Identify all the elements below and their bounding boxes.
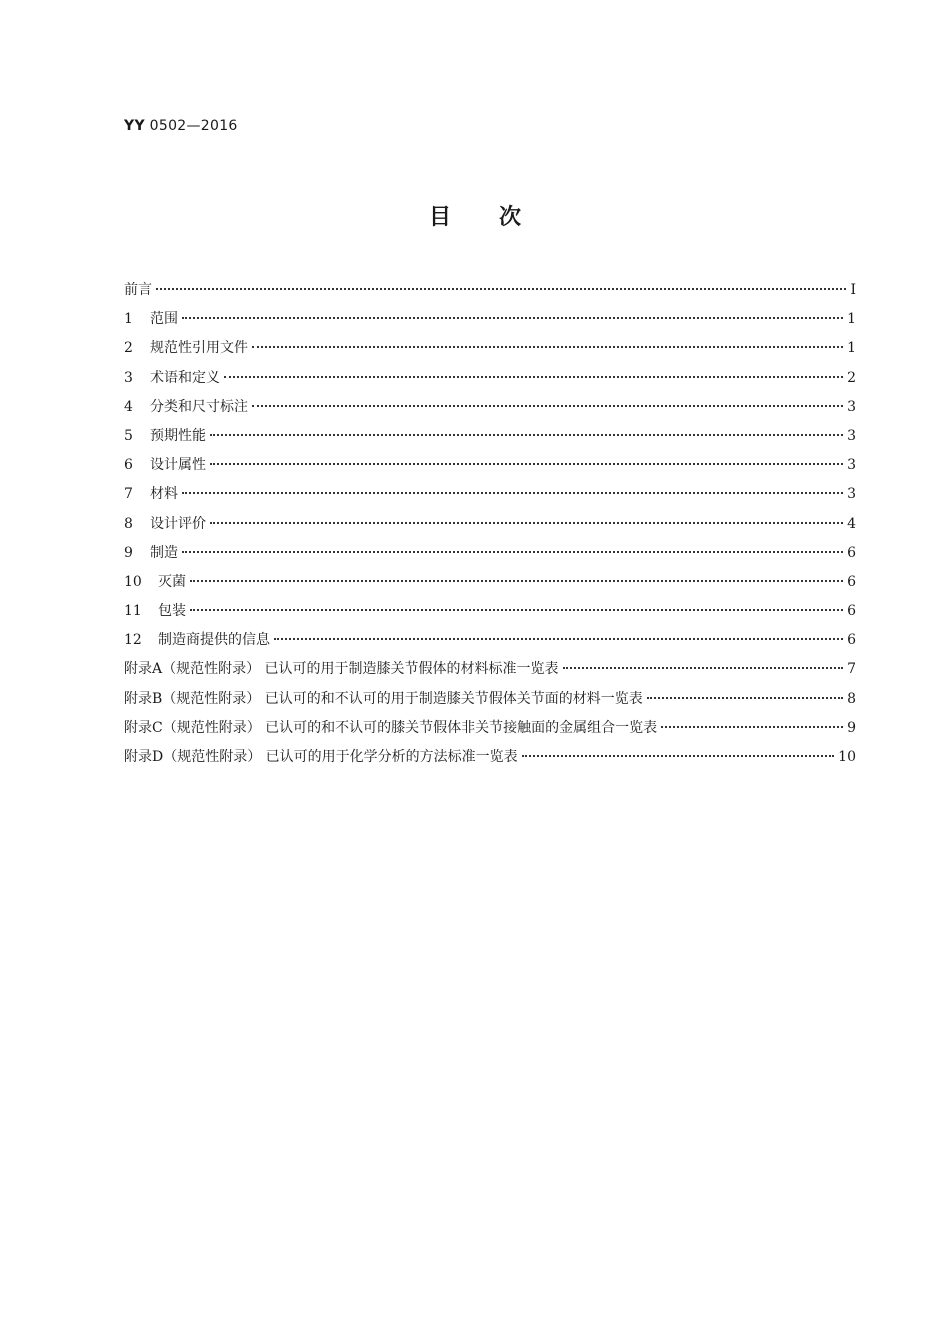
toc-entry-label: 制造 — [150, 544, 178, 561]
toc-leader — [182, 317, 843, 319]
toc-entry-page: 3 — [847, 398, 856, 415]
toc-entry-label: 附录C（规范性附录） 已认可的和不认可的膝关节假体非关节接触面的金属组合一览表 — [124, 719, 658, 736]
toc-leader — [210, 522, 843, 524]
toc-entry-label: 预期性能 — [150, 427, 206, 444]
toc-entry-number: 11 — [124, 603, 142, 620]
toc-entry-label: 灭菌 — [158, 573, 186, 590]
toc-entry-page: 3 — [847, 457, 856, 474]
toc-entry-page: 10 — [838, 749, 856, 765]
toc-leader — [190, 580, 843, 582]
toc-entry[interactable] — [124, 629, 856, 658]
toc-entry[interactable] — [124, 279, 856, 308]
toc-entry-page: 6 — [847, 544, 856, 561]
toc-entry-page: 2 — [847, 369, 856, 386]
toc-leader — [252, 346, 843, 348]
toc-entry-label: 分类和尺寸标注 — [150, 398, 248, 415]
toc-leader — [210, 463, 843, 465]
toc-entry-number: 8 — [124, 515, 133, 532]
toc-leader — [156, 288, 846, 290]
toc-entry[interactable] — [124, 542, 856, 571]
toc-entry-page: 1 — [847, 340, 856, 357]
toc-entry-annex-d[interactable] — [124, 746, 856, 775]
toc-entry-label: 规范性引用文件 — [150, 340, 248, 357]
table-of-contents — [124, 279, 856, 775]
toc-leader — [182, 492, 843, 494]
toc-entry-label: 制造商提供的信息 — [158, 632, 270, 649]
toc-entry[interactable] — [124, 337, 856, 366]
standard-code-prefix: YY — [124, 118, 145, 134]
toc-entry-number: 1 — [124, 311, 133, 328]
toc-entry-label: 材料 — [150, 486, 178, 503]
toc-entry-number: 10 — [124, 573, 142, 590]
toc-entry-page: 4 — [847, 515, 856, 532]
toc-entry-page: 3 — [847, 427, 856, 444]
toc-entry[interactable] — [124, 425, 856, 454]
toc-entry-label: 前言 — [124, 282, 152, 298]
toc-entry-number: 6 — [124, 457, 133, 474]
toc-leader — [224, 376, 843, 378]
toc-entry[interactable] — [124, 513, 856, 542]
toc-leader — [522, 755, 834, 757]
standard-code — [124, 118, 238, 134]
toc-entry-annex-b[interactable] — [124, 688, 856, 717]
standard-code-number: 0502—2016 — [149, 118, 238, 134]
toc-entry-page: 6 — [847, 603, 856, 620]
toc-leader — [647, 697, 843, 699]
toc-entry-label: 附录A（规范性附录） 已认可的用于制造膝关节假体的材料标准一览表 — [124, 661, 559, 678]
toc-leader — [210, 434, 843, 436]
page-title: 目次 — [428, 205, 569, 230]
toc-entry-page: 9 — [847, 719, 856, 736]
toc-entry-number: 5 — [124, 427, 133, 444]
toc-entry-label: 术语和定义 — [150, 369, 220, 386]
toc-entry-label: 设计评价 — [150, 515, 206, 532]
toc-entry[interactable] — [124, 308, 856, 337]
toc-entry-label: 附录D（规范性附录） 已认可的用于化学分析的方法标准一览表 — [124, 749, 518, 765]
toc-entry-annex-c[interactable] — [124, 717, 856, 746]
toc-leader — [274, 638, 843, 640]
toc-entry-number: 4 — [124, 398, 133, 415]
toc-entry[interactable] — [124, 454, 856, 483]
toc-entry-annex-a[interactable] — [124, 658, 856, 687]
toc-entry[interactable] — [124, 600, 856, 629]
toc-entry-label: 范围 — [150, 311, 178, 328]
toc-entry[interactable] — [124, 396, 856, 425]
toc-entry-page: 1 — [847, 311, 856, 328]
toc-entry-page: 8 — [847, 690, 856, 707]
toc-entry-number: 7 — [124, 486, 133, 503]
toc-leader — [182, 551, 843, 553]
toc-entry[interactable] — [124, 367, 856, 396]
toc-entry-page: 3 — [847, 486, 856, 503]
toc-entry[interactable] — [124, 483, 856, 512]
toc-leader — [563, 667, 844, 669]
toc-entry-number: 3 — [124, 369, 133, 386]
toc-entry-page: 6 — [847, 632, 856, 649]
toc-entry-label: 包装 — [158, 603, 186, 620]
toc-entry-number: 9 — [124, 544, 133, 561]
toc-entry[interactable] — [124, 571, 856, 600]
toc-entry-number: 2 — [124, 340, 133, 357]
toc-entry-label: 附录B（规范性附录） 已认可的和不认可的用于制造膝关节假体关节面的材料一览表 — [124, 690, 643, 707]
toc-entry-number: 12 — [124, 632, 142, 649]
toc-leader — [190, 609, 843, 611]
toc-entry-page: 6 — [847, 573, 856, 590]
toc-entry-page: Ⅰ — [850, 282, 856, 298]
toc-entry-label: 设计属性 — [150, 457, 206, 474]
toc-leader — [661, 726, 843, 728]
toc-leader — [252, 405, 843, 407]
toc-entry-page: 7 — [847, 661, 856, 678]
